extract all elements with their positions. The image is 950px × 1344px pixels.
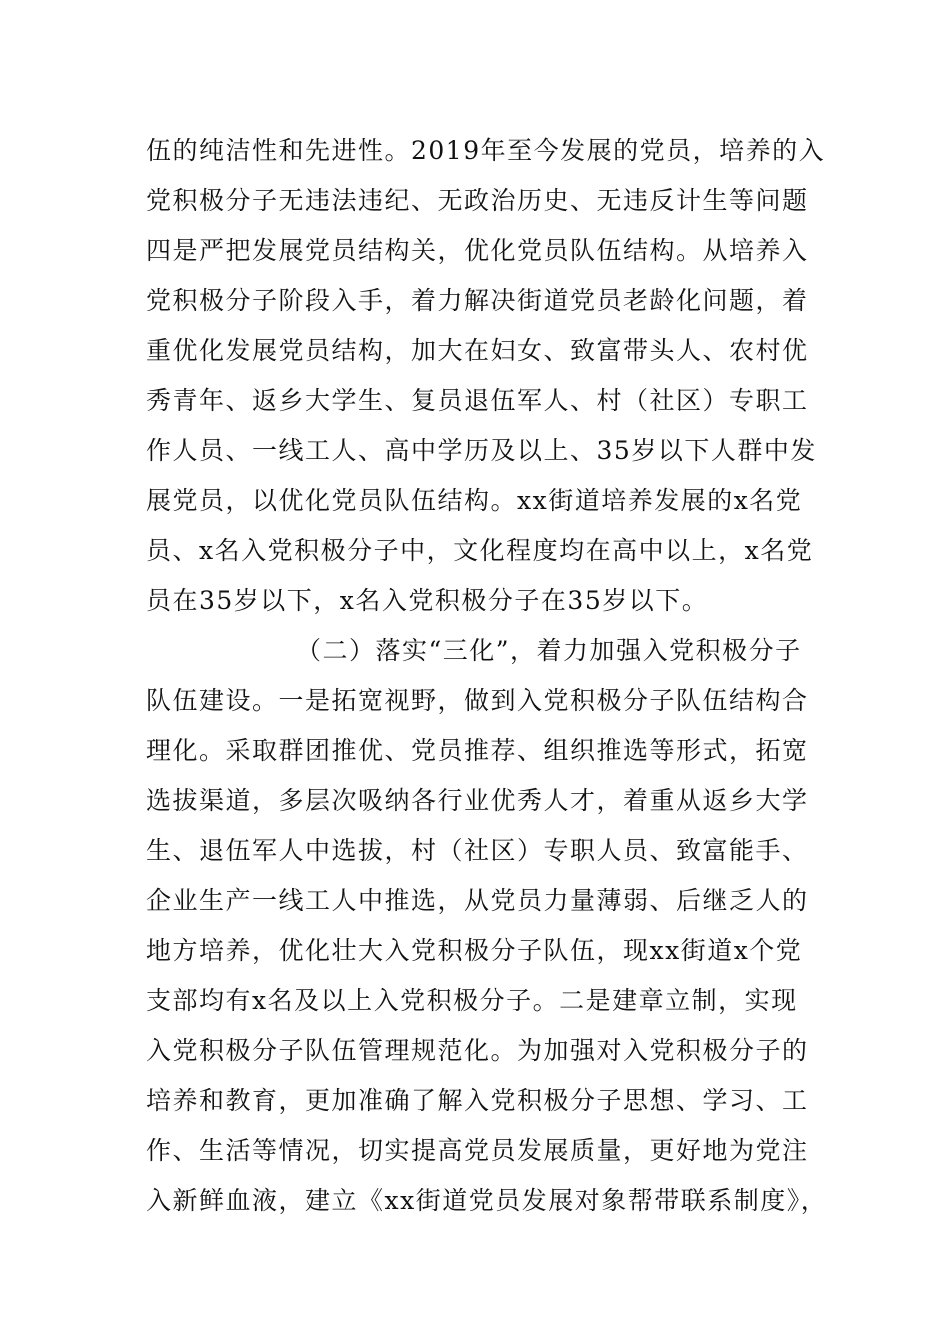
paragraph-line: 企业生产一线工人中推选，从党员力量薄弱、后继乏人的 [146, 886, 809, 915]
paragraph-line: 培养和教育，更加准确了解入党积极分子思想、学习、工 [146, 1086, 809, 1115]
paragraph-line: 员、x名入党积极分子中，文化程度均在高中以上，x名党 [146, 536, 814, 565]
paragraph-line: 伍的纯洁性和先进性。2019年至今发展的党员，培养的入 [146, 136, 826, 165]
section-heading: （二）落实“三化”，着力加强入党积极分子 [296, 636, 802, 665]
paragraph-line: 党积极分子阶段入手，着力解决街道党员老龄化问题，着 [146, 286, 809, 315]
paragraph-line: 生、退伍军人中选拔，村（社区）专职人员、致富能手、 [146, 836, 809, 865]
paragraph-line: 员在35岁以下，x名入党积极分子在35岁以下。 [146, 586, 709, 615]
paragraph-line: 展党员，以优化党员队伍结构。xx街道培养发展的x名党 [146, 486, 803, 515]
paragraph-line: 四是严把发展党员结构关，优化党员队伍结构。从培养入 [146, 236, 809, 265]
paragraph-line: 入党积极分子队伍管理规范化。为加强对入党积极分子的 [146, 1036, 809, 1065]
paragraph-line: 重优化发展党员结构，加大在妇女、致富带头人、农村优 [146, 336, 809, 365]
paragraph-line: 入新鲜血液，建立《xx街道党员发展对象帮带联系制度》， [146, 1186, 828, 1215]
paragraph-line: 地方培养，优化壮大入党积极分子队伍，现xx街道x个党 [146, 936, 803, 965]
paragraph-line: 支部均有x名及以上入党积极分子。二是建章立制，实现 [146, 986, 798, 1015]
paragraph-line: 理化。采取群团推优、党员推荐、组织推选等形式，拓宽 [146, 736, 809, 765]
paragraph-line: 队伍建设。一是拓宽视野，做到入党积极分子队伍结构合 [146, 686, 809, 715]
paragraph-line: 党积极分子无违法违纪、无政治历史、无违反计生等问题 [146, 186, 809, 215]
paragraph-line: 选拔渠道，多层次吸纳各行业优秀人才，着重从返乡大学 [146, 786, 809, 815]
paragraph-line: 秀青年、返乡大学生、复员退伍军人、村（社区）专职工 [146, 386, 809, 415]
paragraph-line: 作人员、一线工人、高中学历及以上、35岁以下人群中发 [146, 436, 817, 465]
paragraph-line: 作、生活等情况，切实提高党员发展质量，更好地为党注 [146, 1136, 809, 1165]
